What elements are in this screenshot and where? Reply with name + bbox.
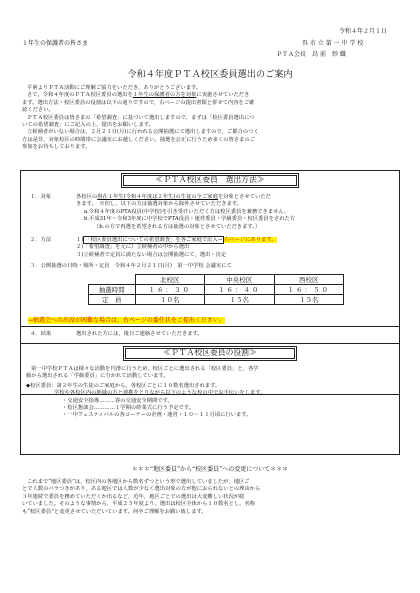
role-task: ・校区懇談会…………１学期の終業式に行う予定です。 [62, 405, 194, 412]
footer-line: も“校区委員”と変更させていただいています。何卒ご理解をお願い致します。 [22, 508, 207, 515]
footer-line: これまで“地区委員”は，校区内の各地区から数名ずつという形で選出していましたが，地区ご [27, 479, 250, 485]
lottery-table [88, 274, 344, 305]
footer-paragraph [22, 479, 402, 516]
role-line: 第一中学校ＰＴＡは様々な活動を円滑に行うため，校区ごとに選出される「校区委員」と，各学 [31, 366, 259, 372]
intro-line: ます。選出方法・校区委員の役割は以下の通りですので，右ページの提出書類と併せて内容をご確 [22, 99, 255, 106]
item-4-result [30, 331, 394, 338]
target-underline: 現在１年生(令和４年度は２年生)の生徒の全ご家庭 [97, 194, 218, 200]
item-2-method: ２．方法 １) 「校区委員選出についての希望調査」を各ご家庭で記入→ 右ページにあります。 ２)「希望調査」を元に）立候補者の中から選出 ３)立候補者で定員に満たない場合は公開抽選にて，選出・決定 [30, 237, 394, 259]
divider [20, 326, 400, 327]
item-4-label: ４．結果 [30, 331, 52, 337]
intro-line: いての希望調査」にご記入の上，提出をお願いします。 [22, 122, 154, 129]
item-1-target: １．対象 各校区の現在１年生(令和４年度は２年生)の生徒の全ご家庭を対象とさせていただ きます。 ※但し，以下の方は抽選対象から除外させていただきます。 a.令和４年度のPTA役員(中学校)を引き受けいただく方は校区委員を兼務できません。 b.平成31年～令和3年度に中学校でPTA役員・運営委員・学級委員・校区委員をされた方 （b.の方で再選を希望される方は抽選の対象とさせていただきます。） [30, 194, 394, 231]
sender-name: 鳥 前 紗 織 [312, 51, 346, 58]
lottery-datetime: 令和４年２月２１日(月) 第一中学校 会議室にて [114, 263, 232, 269]
intro-line: ＰＴＡ校区委員は皆さまの「希望調査」に基づいて選出しますので，まずは「校区委員選出につ [27, 114, 255, 121]
footer-line: ３年連続で委員を務めていただくか出るなど，近年，地区ごとでの選出は大変難しい状況が続 [22, 493, 245, 500]
role-line: ◆校区委員：第２年生の生徒のご家庭から，各校区ごとに１０数名選出されます。 [26, 382, 221, 389]
sender-school: 呉 市 立 第 一 中 学 校 [302, 40, 364, 47]
row-header: 定 員 [89, 295, 136, 305]
role-description [26, 366, 396, 420]
role-line: 級から選出される「学級委員」に分かれて活動しています。 [26, 373, 169, 380]
row-header: 抽選時間 [89, 285, 136, 295]
item-2-label: ２．方法 [30, 237, 52, 243]
table-header: 西校区 [274, 275, 344, 285]
section1-title: ≪ＰＴＡ校区委員 選出方法≫ [155, 175, 265, 184]
target-highlight: １年生の保護者の方を対象 [132, 92, 197, 99]
method-step-3: ３)立候補者で定員に満たない場合は公開抽選にて，選出・決定 [76, 251, 227, 258]
role-line: 学校や各校区内の地域の方と連携をとりながら以下のような校の中でお手伝いをします。 [54, 390, 266, 397]
intro-line: 認ください。 [22, 107, 54, 114]
table-corner [89, 275, 136, 285]
intro-line: 立候補者がいない場合は，２月２１日(月)に行われる公開抽選にて選出しますので，ご都合のつく [27, 129, 259, 136]
table-cell: １５名 [205, 295, 275, 305]
item-1-label: １．対象 [30, 194, 52, 200]
footer-heading: ＊＊＊“地区委員”から“校区委員”への変更について＊＊＊ [131, 466, 289, 473]
table-header: 中央校区 [205, 275, 275, 285]
item-3-lottery [30, 263, 394, 270]
item-1-note: きます。 ※但し，以下の方は抽選対象から除外させていただきます。 [76, 201, 243, 208]
footer-line: いていました。そのような事情から，平成２５年度より，選出は校区全体から１０数名とし，名称 [22, 501, 256, 508]
sender-role-name [276, 51, 346, 59]
exclusion-b-note: （b.の方で再選を希望される方は抽選の対象とさせていただきます。） [94, 223, 261, 230]
intro-line: 平素よりＰＴＡ活動にご理解ご協力をいただき，ありがとうございます。 [27, 85, 202, 91]
footer-line: とで人数のバラつきがあり，ある地区では人数が少なく選出対象の方が他におられないとの理由から [22, 486, 261, 493]
table-cell: １５名 [274, 295, 344, 305]
intro-line: さて，令和４年度のＰＴＡ校区委員の選出を１年生の保護者の方を対象に実施させていただき [27, 92, 250, 99]
section2-title: ≪ＰＴＡ校区委員の役割≫ [163, 348, 257, 357]
exclusion-b: b.平成31年～令和3年度に中学校でPTA役員・運営委員・学級委員・校区委員をされた方 [84, 216, 296, 223]
table-row [89, 295, 344, 305]
survey-step: 「校区委員選出についての希望調査」を各ご家庭で記入→ [85, 237, 223, 243]
right-page-highlight: 右ページにあります。 [224, 237, 277, 243]
table-cell: １６：３０ [135, 285, 205, 295]
exclusion-a: a.令和４年度のPTA役員(中学校)を引き受けいただく方は校区委員を兼務できません。 [84, 208, 290, 215]
table-cell: １６：５０ [274, 285, 344, 295]
intro-paragraph [22, 85, 402, 152]
role-task: ・交通安全指導………春の交通安全期間です。 [62, 397, 173, 404]
document-date: 令和４年２月１日 [339, 28, 388, 35]
table-header-row [89, 275, 344, 285]
proxy-note: →抽選会への出席が困難な場合は，右ページの委任状をご提出ください。 [28, 317, 225, 324]
sender-role: ＰＴＡ会長 [276, 51, 307, 58]
document-title: 令和４年度ＰＴＡ校区委員選出のご案内 [127, 69, 293, 80]
intro-line: 参加をお待ちしております。 [22, 144, 91, 151]
table-cell: １６：４０ [205, 285, 275, 295]
table-cell: １０名 [135, 295, 205, 305]
intro-line: 方は是非，対象校区の時間帯に会議室にお越しください。抽選を公正に行うため多くの皆さまのご [22, 136, 256, 143]
item-3-label: ３．公開抽選の日時・場所・定員 [30, 263, 110, 269]
role-task: ・一中フェスティバルの各コーナーの企画・運営・１０～１１月頃に行います。 [62, 412, 252, 419]
table-header: 北校区 [135, 275, 205, 285]
recipient: １年生の保護者の皆さま [22, 40, 89, 47]
method-step-2: ２)「希望調査」を元に）立候補者の中から選出 [76, 244, 190, 251]
result-text: 選出された方には，後日ご連絡させていただきます。 [76, 331, 203, 337]
table-row [89, 285, 344, 295]
